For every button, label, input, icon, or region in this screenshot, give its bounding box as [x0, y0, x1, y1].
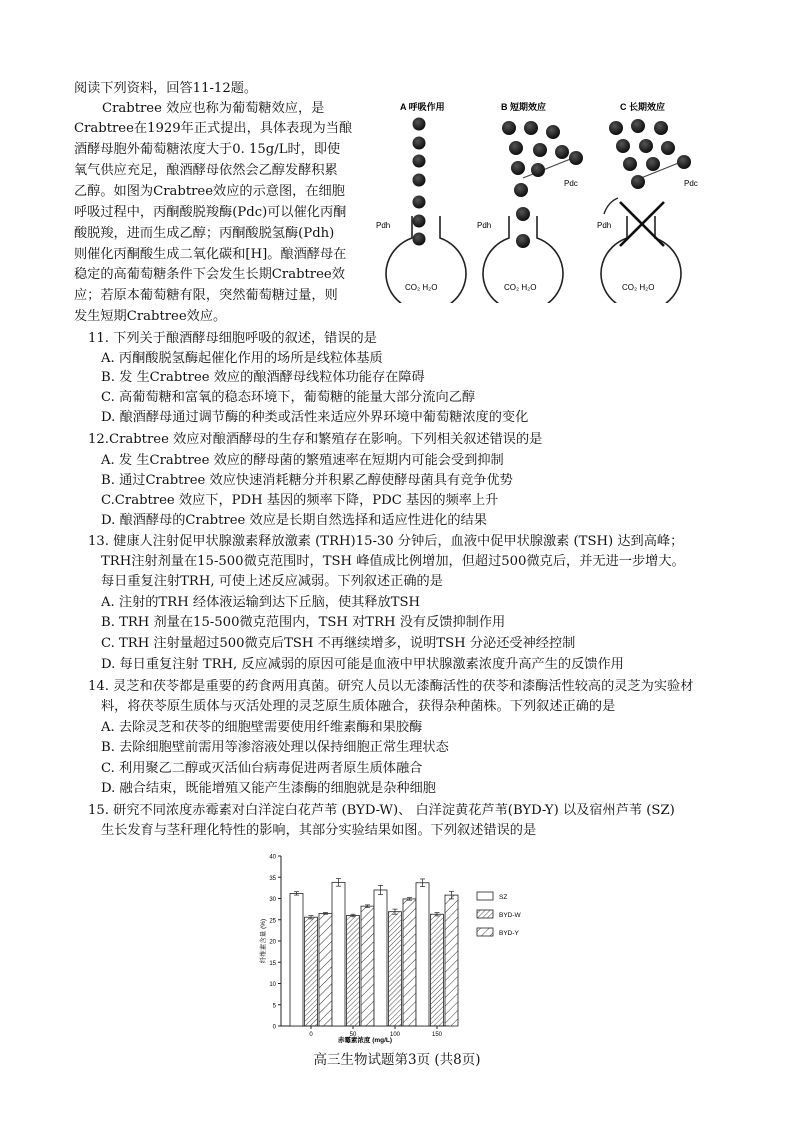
glucose-molecule — [514, 183, 528, 197]
passage-line: 发生短期Crabtree效应。 — [74, 309, 227, 324]
glucose-molecule — [609, 121, 623, 135]
glucose-molecule — [413, 196, 426, 209]
bar-byd-y-0 — [319, 913, 332, 1026]
glucose-molecule — [661, 141, 675, 155]
passage-line: 氧气供应充足，酿酒酵母依然会乙醇发酵积累 — [74, 163, 338, 178]
panel-a-products: CO₂ H₂O — [405, 283, 438, 292]
panel-b-pdc-label: Pdc — [564, 179, 578, 188]
question-14-stem: 14. 灵芝和茯苓都是重要的药食两用真菌。研究人员以无漆酶活性的茯苓和漆酶活性较高的灵芝为实验材 — [88, 679, 694, 694]
glucose-molecule — [413, 174, 426, 187]
glucose-molecule — [654, 121, 668, 135]
question-13-option-d: D. 每日重复注射 TRH, 反应减弱的原因可能是血液中甲状腺激素浓度升高产生的反馈作用 — [101, 657, 624, 672]
bar-sz-150 — [416, 883, 429, 1026]
reading-intro: 阅读下列资料，回答11-12题。 — [74, 81, 258, 96]
question-12-option-b: B. 通过Crabtree 效应快速消耗糖分并积累乙醇使酵母菌具有竞争优势 — [101, 473, 513, 488]
panel-c-pdc-label: Pdc — [684, 179, 698, 188]
y-tick-label: 10 — [269, 982, 276, 988]
question-14-option-c: C. 利用聚乙二醇或灭活仙台病毒促进两者原生质体融合 — [101, 761, 423, 776]
glucose-molecule — [531, 163, 545, 177]
glucose-molecule — [413, 137, 426, 150]
glucose-molecule — [516, 234, 530, 248]
x-tick-label: 100 — [389, 1032, 401, 1038]
question-12-option-c: C.Crabtree 效应下，PDH 基因的频率下降，PDC 基因的频率上升 — [101, 493, 499, 508]
question-13-option-c: C. TRH 注射量超过500微克后TSH 不再继续增多，说明TSH 分泌还受神经控制 — [101, 636, 576, 651]
x-axis-label: 赤霉素浓度 (mg/L) — [337, 1037, 393, 1044]
y-tick-label: 5 — [272, 1003, 276, 1010]
panel-c-products: CO₂ H₂O — [622, 283, 655, 292]
glucose-molecule — [546, 125, 560, 139]
passage-line: 则催化丙酮酸生成二氧化碳和[H]。酿酒酵母在 — [74, 247, 347, 262]
panel-b-short-term — [477, 101, 583, 303]
blocked-entry-line — [604, 198, 618, 214]
legend-label: BYD-Y — [499, 930, 519, 937]
glucose-molecule — [677, 155, 691, 169]
bar-byd-y-50 — [361, 906, 374, 1026]
panel-c-long-term — [597, 101, 698, 303]
glucose-molecule — [509, 141, 523, 155]
glucose-molecule — [569, 151, 583, 165]
glucose-molecule — [631, 175, 645, 189]
passage-line: Crabtree在1929年正式提出，具体表现为当酿 — [74, 121, 353, 136]
y-axis-label: 纤维素含量 (%) — [260, 918, 267, 964]
panel-b-pdh-label: Pdh — [477, 221, 492, 230]
question-14-stem: 料，将茯苓原生质体与灭活处理的灵芝原生质体融合，获得杂种菌株。下列叙述正确的是 — [101, 699, 616, 714]
y-tick-label: 30 — [269, 897, 276, 903]
question-12-option-a: A. 发 生Crabtree 效应的酵母菌的繁殖速率在短期内可能会受到抑制 — [101, 453, 504, 468]
bar-byd-y-150 — [445, 895, 458, 1026]
y-tick-label: 20 — [269, 939, 276, 946]
legend-swatch — [477, 928, 493, 936]
question-13-option-b: B. TRH 剂量在15-500微克范围内，TSH 对TRH 没有反馈抑制作用 — [101, 615, 506, 630]
glucose-molecule — [524, 121, 538, 135]
question-14-option-a: A. 去除灵芝和茯苓的细胞壁需要使用纤维素酶和果胶酶 — [101, 720, 423, 735]
legend-label: BYD-W — [499, 912, 521, 919]
legend-swatch — [477, 892, 493, 900]
glucose-molecule — [533, 143, 547, 157]
passage-line: 酸脱羧，进而生成乙醇；丙酮酸脱氢酶(Pdh) — [74, 226, 335, 241]
glucose-molecule — [511, 161, 525, 175]
bar-byd-w-150 — [431, 914, 444, 1026]
bar-byd-w-0 — [305, 917, 318, 1026]
bar-byd-w-100 — [389, 912, 402, 1026]
panel-c-title: C 长期效应 — [620, 102, 666, 112]
question-13-option-a: A. 注射的TRH 经体液运输到达下丘脑，使其释放TSH — [101, 595, 421, 610]
y-tick-label: 15 — [269, 960, 276, 967]
question-12-stem: 12.Crabtree 效应对酿酒酵母的生存和繁殖存在影响。下列相关叙述错误的是 — [88, 432, 543, 447]
page-footer: 高三生物试题第3页 (共8页) — [313, 1052, 481, 1068]
passage-line: 应；若原本葡萄糖有限，突然葡萄糖过量，则 — [74, 288, 338, 303]
glucose-molecule — [623, 157, 637, 171]
x-tick-label: 50 — [349, 1032, 357, 1038]
cellulose-content-chart — [255, 848, 545, 1044]
glucose-molecule — [516, 207, 530, 221]
passage-line: 稳定的高葡萄糖条件下会发生长期Crabtree效 — [74, 267, 345, 282]
question-11-option-d: D. 酿酒酵母通过调节酶的种类或活性来适应外界环境中葡萄糖浓度的变化 — [101, 410, 529, 425]
panel-b-title: B 短期效应 — [501, 102, 547, 112]
glucose-molecule — [413, 215, 426, 228]
glucose-molecule — [413, 155, 426, 168]
y-tick-label: 25 — [269, 918, 276, 925]
y-tick-label: 40 — [269, 854, 276, 861]
panel-a-pdh-label: Pdh — [376, 221, 391, 230]
question-13-stem: 13. 健康人注射促甲状腺激素释放激素 (TRH)15-30 分钟后，血液中促甲状腺激素 (TSH) 达到高峰； — [88, 534, 684, 549]
glucose-molecule — [555, 145, 569, 159]
bar-byd-y-100 — [403, 899, 416, 1026]
question-11-option-c: C. 高葡萄糖和富氧的稳态环境下，葡萄糖的能量大部分流向乙醇 — [101, 390, 476, 405]
question-13-stem: 每日重复注射TRH, 可使上述反应减弱。下列叙述正确的是 — [101, 574, 443, 589]
glucose-molecule — [502, 121, 516, 135]
bar-sz-100 — [374, 890, 387, 1026]
glucose-molecule — [413, 233, 426, 246]
question-11-option-a: A. 丙酮酸脱氢酶起催化作用的场所是线粒体基质 — [101, 351, 383, 366]
glucose-molecule — [631, 119, 645, 133]
question-14-option-d: D. 融合结束，既能增殖又能产生漆酶的细胞就是杂种细胞 — [101, 781, 436, 796]
passage-line: 酒酵母胞外葡萄糖浓度大于0. 15g/L时，即使 — [74, 142, 341, 157]
passage-line: 乙醇。如图为Crabtree效应的示意图，在细胞 — [74, 184, 345, 199]
panel-b-products: CO₂ H₂O — [504, 283, 537, 292]
y-tick-label: 35 — [269, 875, 276, 882]
panel-a-respiration — [376, 101, 466, 303]
crabtree-effect-diagram — [368, 98, 714, 303]
glucose-molecule — [646, 157, 660, 171]
x-tick-label: 0 — [309, 1032, 313, 1038]
question-13-stem: TRH注射剂量在15-500微克范围时，TSH 峰值成比例增加，但超过500微克后，并无进一步增大。 — [101, 554, 685, 569]
question-12-option-d: D. 酿酒酵母的Crabtree 效应是长期自然选择和适应性进化的结果 — [101, 513, 487, 528]
question-15-stem: 生长发育与茎秆理化特性的影响，其部分实验结果如图。下列叙述错误的是 — [101, 823, 537, 838]
passage-line: 呼吸过程中，丙酮酸脱羧酶(Pdc)可以催化丙酮 — [74, 205, 347, 220]
bar-byd-w-50 — [347, 916, 360, 1027]
x-tick-label: 150 — [431, 1032, 443, 1038]
panel-c-pdh-label: Pdh — [597, 221, 612, 230]
legend-label: SZ — [499, 894, 508, 901]
question-11-stem: 11. 下列关于酿酒酵母细胞呼吸的叙述，错误的是 — [88, 331, 377, 346]
legend-swatch — [477, 910, 493, 918]
question-14-option-b: B. 去除细胞壁前需用等渗溶液处理以保持细胞正常生理状态 — [101, 740, 449, 755]
question-11-option-b: B. 发 生Crabtree 效应的酿酒酵母线粒体功能存在障碍 — [101, 370, 425, 385]
passage-line: Crabtree 效应也称为葡萄糖效应，是 — [102, 101, 325, 116]
bar-sz-50 — [332, 882, 345, 1026]
glucose-molecule — [616, 139, 630, 153]
question-15-stem: 15. 研究不同浓度赤霉素对白洋淀白花芦苇 (BYD-W)、 白洋淀黄花芦苇(BYD-Y) 以及宿州芦苇 (SZ) — [88, 803, 675, 818]
panel-a-title: A 呼吸作用 — [400, 102, 445, 112]
pdc-branch-line — [523, 158, 573, 178]
glucose-molecule — [639, 139, 653, 153]
bar-sz-0 — [290, 893, 303, 1026]
glucose-molecule — [413, 118, 426, 131]
y-tick-label: 0 — [272, 1024, 276, 1031]
